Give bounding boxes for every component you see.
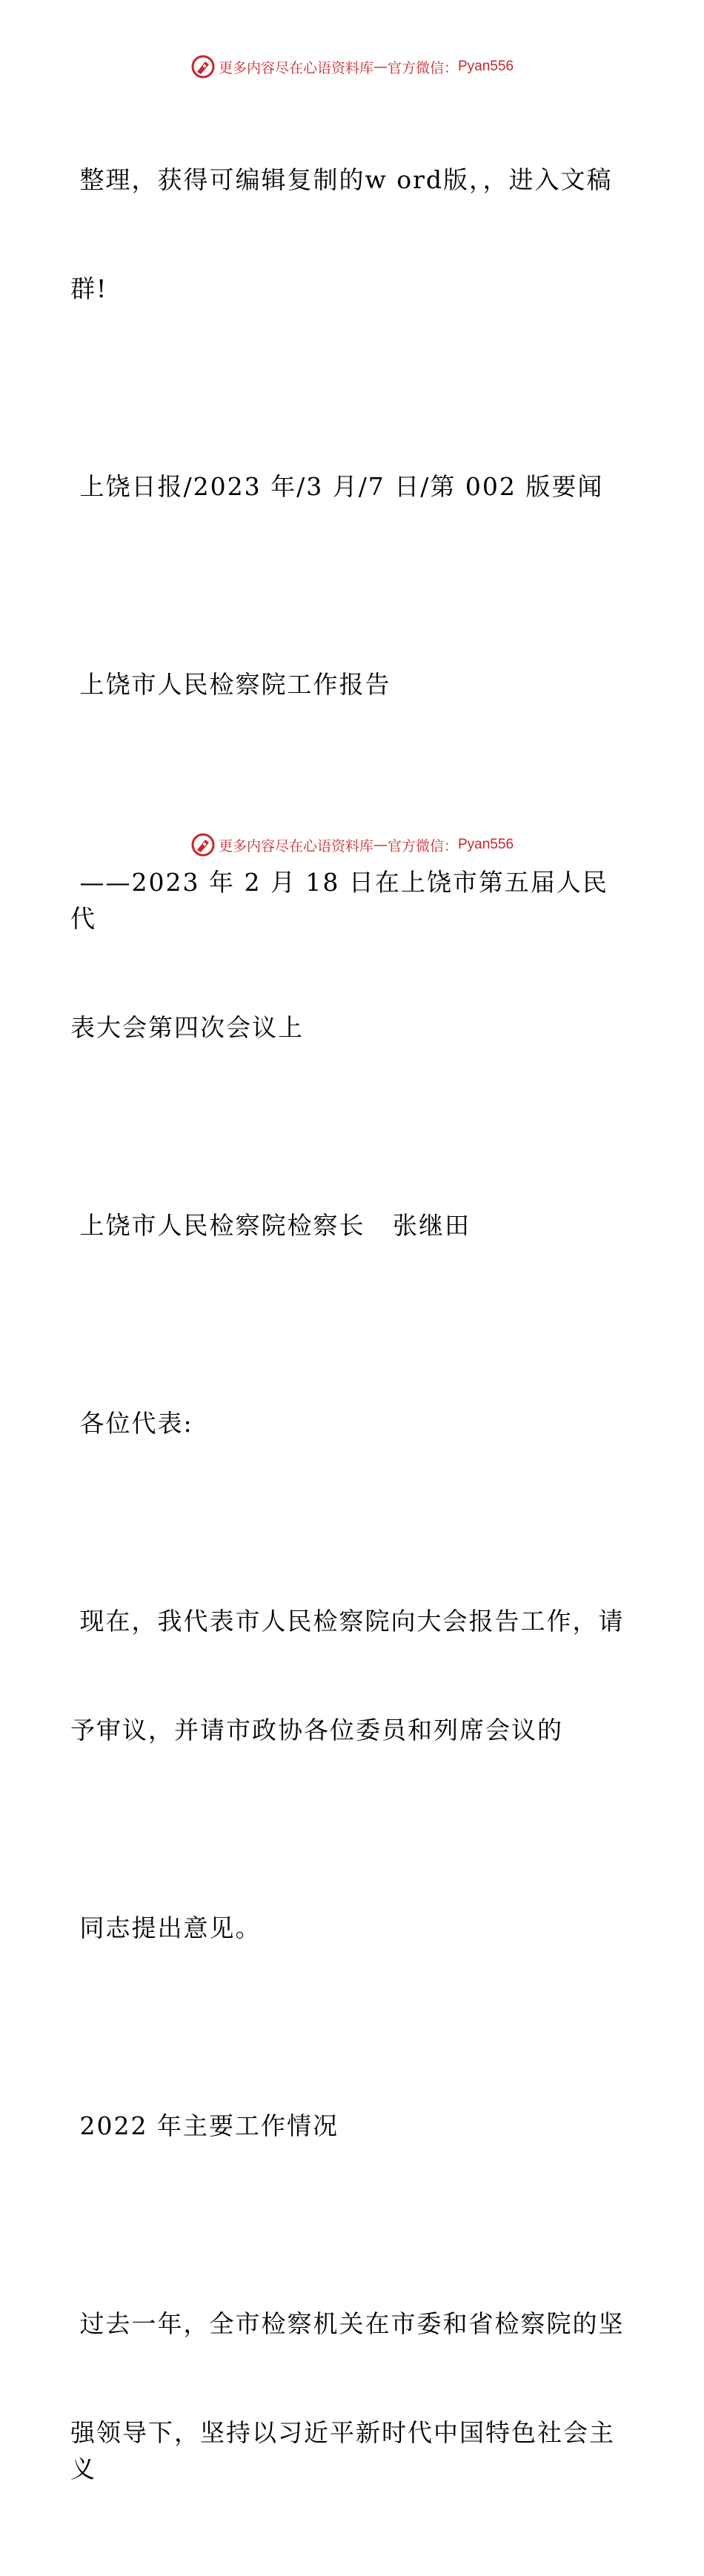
paragraph-line: 表大会第四次会议上 (70, 1013, 304, 1042)
paragraph-line: 强领导下，坚持以习近平新时代中国特色社会主义 (70, 2418, 615, 2483)
watermark-official-label: 官方微信： (387, 59, 458, 76)
watermark-wechat-id: Pyan556 (458, 59, 514, 74)
section-heading (70, 2035, 634, 2217)
paragraph-line: 过去一年，全市检察机关在市委和省检察院的坚 (70, 2309, 625, 2338)
paragraph-salutation (70, 1332, 634, 1514)
paragraph-line: 整理，获得可编辑复制的w ord版，，进入文稿 (70, 165, 613, 194)
paragraph-line: 群! (70, 274, 108, 303)
paragraph-line: 现在，我代表市人民检察院向大会报告工作，请 (70, 1607, 625, 1636)
pen-nib-logo-icon (190, 54, 216, 79)
document-author (70, 1135, 634, 1316)
watermark-text: 更多内容尽在心语资料库 (218, 837, 373, 854)
document-body (70, 89, 634, 2576)
paragraph-body (70, 2233, 634, 2560)
paragraph-body (70, 1530, 634, 1821)
paragraph-line: 上饶市人民检察院检察长 张继田 (70, 1211, 471, 1240)
watermark-separator: — (373, 837, 388, 853)
paragraph-body (70, 1837, 634, 2019)
watermark-separator: — (373, 59, 388, 75)
watermark-wechat-id: Pyan556 (458, 837, 514, 852)
footer-watermark (0, 830, 704, 860)
paragraph-intro (70, 89, 634, 379)
paragraph-line: 各位代表: (70, 1409, 193, 1438)
paragraph-source (70, 396, 634, 577)
watermark-text: 更多内容尽在心语资料库 (218, 59, 373, 76)
paragraph-line: ——2023 年 2 月 18 日在上饶市第五届人民代 (70, 868, 608, 933)
pen-nib-logo-icon (190, 832, 216, 857)
header-watermark (0, 52, 704, 82)
paragraph-line: 同志提出意见。 (70, 1913, 262, 1942)
paragraph-line: 上饶市人民检察院工作报告 (70, 670, 391, 699)
document-title (70, 594, 634, 775)
paragraph-line: 予审议，并请市政协各位委员和列席会议的 (70, 1716, 563, 1745)
paragraph-line: 上饶日报/2023 年/3 月/7 日/第 002 版要闻 (70, 472, 604, 501)
watermark-official-label: 官方微信： (387, 837, 458, 854)
paragraph-line: 2022 年主要工作情况 (70, 2111, 339, 2140)
